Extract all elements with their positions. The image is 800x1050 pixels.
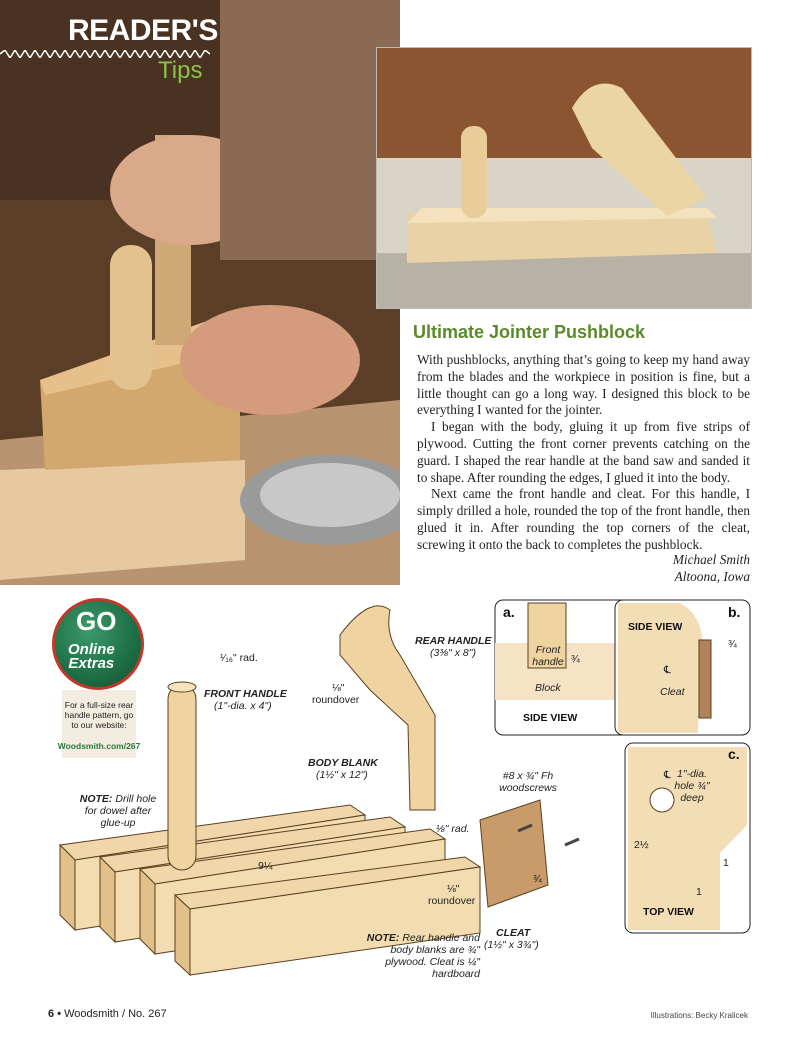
panel-c-hole: 1"-dia. hole ¾" deep — [674, 768, 710, 804]
author-name: Michael Smith — [672, 552, 750, 567]
article-body — [417, 352, 750, 554]
magazine-issue: Woodsmith / No. 267 — [64, 1008, 167, 1020]
panel-b-centerline: ℄ — [664, 664, 671, 676]
panel-a-view: SIDE VIEW — [523, 712, 578, 724]
paragraph: Next came the front handle and cleat. For this handle, I simply drilled a hole, rounded the top of the front handle, then glued it in. After rounding the top corners of the cleat, screwing it onto the back to completes the pushblock. — [417, 486, 750, 552]
dimension-9-1-4: 9¼ — [258, 860, 273, 872]
cleat-thickness: ¾ — [533, 873, 542, 885]
note-drill: NOTE: Drill hole for dowel after glue-up — [79, 793, 157, 829]
section-subtitle: Tips — [158, 57, 203, 84]
screws-label: #8 x ¾" Fh woodscrews — [499, 770, 557, 794]
panel-b-letter: b. — [728, 604, 741, 620]
body-blank-size: (1½" x 12") — [316, 769, 368, 781]
body-blank-title: BODY BLANK — [308, 757, 378, 769]
cleat-size: (1½" x 3¾") — [484, 939, 539, 951]
footer-bullet: • — [57, 1008, 62, 1020]
cleat-radius-label: ⅛" rad. — [436, 823, 470, 835]
panel-a-front-handle: Front handle — [532, 644, 564, 668]
section-title: READER'S — [68, 14, 218, 47]
panel-b-dimension: ¾ — [728, 638, 737, 650]
page-footer — [48, 1008, 167, 1020]
panel-c-dimension: 1 — [723, 857, 729, 869]
author-location: Altoona, Iowa — [674, 569, 750, 584]
badge-online-text: Online Extras — [68, 641, 115, 672]
inset-photo-art — [377, 48, 751, 308]
panel-a-dimension: ¾ — [571, 653, 580, 665]
roundover-label: roundover — [312, 694, 360, 706]
panel-c-dimension: 2½ — [634, 839, 649, 851]
panel-c-letter: c. — [728, 746, 740, 762]
panel-b-cleat: Cleat — [660, 686, 685, 698]
front-handle-size: (1"-dia. x 4") — [214, 700, 272, 712]
cleat-roundover-label: ⅛" — [447, 883, 460, 895]
main-photo-art — [0, 0, 400, 585]
article-title: Ultimate Jointer Pushblock — [413, 322, 646, 342]
front-handle-title: FRONT HANDLE — [204, 688, 287, 700]
panel-c-dimension: 1 — [696, 886, 702, 898]
rear-handle-size: (3⅜" x 8") — [430, 647, 476, 659]
panel-b-view: SIDE VIEW — [628, 621, 683, 633]
front-handle-radius-label: ¹⁄₁₆" rad. — [220, 652, 258, 664]
panel-c-centerline: ℄ — [664, 769, 671, 781]
panel-a-block: Block — [535, 682, 561, 694]
main-photo — [0, 0, 400, 585]
paragraph: I began with the body, gluing it up from five strips of plywood. Cutting the front corner prevents catching on the guard. I shaped the rear handle at the band saw and sanded it to shape. After rounding the edges, I glued it into the body. — [417, 419, 750, 485]
paragraph: With pushblocks, anything that’s going to keep my hand away from the blades and the workpiece in position is fine, but a little thought can go a long way. I designed this block to be everything I wanted for the jointer. — [417, 352, 750, 418]
rear-handle-title: REAR HANDLE — [415, 635, 492, 647]
cleat-roundover-label: roundover — [428, 895, 476, 907]
note-plywood: NOTE: Rear handle and body blanks are ¾" plywood. Cleat is ¼" hardboard — [366, 932, 480, 980]
inset-photo — [376, 47, 752, 309]
roundover-label: ⅛" — [332, 682, 345, 694]
badge-note: For a full-size rear handle pattern, go to our website: — [64, 700, 134, 730]
panel-a-letter: a. — [503, 604, 515, 620]
page-number: 6 — [48, 1008, 55, 1020]
badge-go-text: GO — [76, 606, 117, 636]
illustration-credit: Illustrations: Becky Kralicek — [650, 1011, 748, 1020]
panel-c-view: TOP VIEW — [643, 906, 694, 918]
cleat-title: CLEAT — [496, 927, 531, 939]
website-link[interactable]: Woodsmith.com/267 — [57, 741, 141, 751]
